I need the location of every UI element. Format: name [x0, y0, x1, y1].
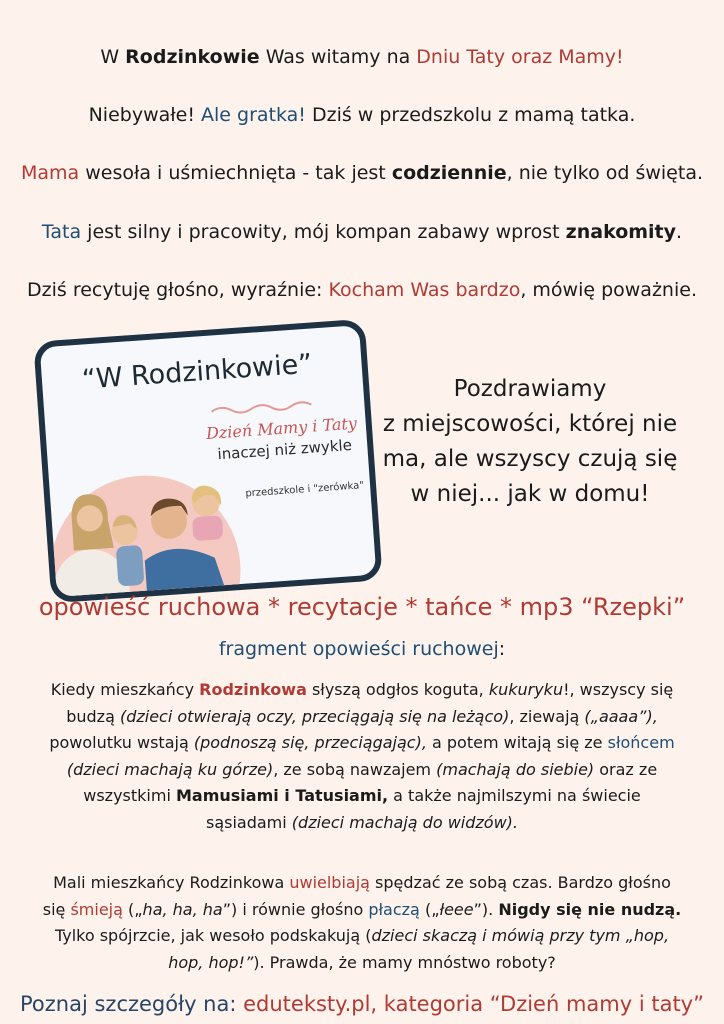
greeting-text	[360, 372, 700, 512]
text: , nie tylko od święta.	[506, 162, 703, 184]
text: powolutku wstają	[49, 733, 194, 752]
story-paragraph-1	[30, 677, 694, 836]
italic: (dzieci otwierają oczy, przeciągają się na leżąco)	[119, 706, 510, 726]
greeting-line: ma, ale wszyscy czują się	[382, 446, 678, 472]
italic: (machają do siebie)	[436, 759, 595, 779]
italic: („aaaa”),	[584, 706, 658, 726]
text: ”).	[473, 899, 499, 919]
text: („	[419, 899, 440, 919]
italic: (dzieci machają ku górze)	[66, 759, 274, 779]
colon: :	[498, 638, 506, 660]
italic: kukuryku	[488, 680, 564, 699]
italic: (podnoszą się, przeciągając),	[193, 733, 427, 752]
emphasis: codziennie	[391, 162, 507, 184]
greeting-line: w niej... jak w domu!	[410, 481, 650, 507]
highlight: Kocham Was bardzo	[328, 279, 521, 301]
intro-line-3	[0, 162, 724, 184]
emphasis: Mamusiami i Tatusiami,	[175, 786, 389, 805]
text: , mówię poważnie.	[520, 279, 697, 301]
text: a potem witają się ze	[426, 733, 608, 752]
text: jest silny i pracowity, mój kompan zabawy wprost	[81, 221, 566, 243]
family-photo	[33, 443, 257, 603]
text: („	[122, 899, 143, 919]
highlight: Tata	[41, 221, 82, 243]
text: budzą	[66, 706, 120, 726]
text: się	[42, 899, 71, 919]
event-card-image	[33, 319, 382, 604]
text: Kiedy mieszkańcy	[50, 680, 200, 699]
card-caption: przedszkole i "zerówka"	[245, 480, 365, 500]
text: Tylko spójrzcie, jak wesoło podskakują (	[54, 926, 372, 945]
activities-banner: opowieść ruchowa * recytacje * tańce * mp3 “Rzepki”	[38, 593, 686, 621]
italic: hop, hop!”	[168, 952, 254, 972]
text: W	[100, 46, 126, 68]
text: !, wszyscy się	[563, 680, 674, 699]
text: wesoła i uśmiechnięta - tak jest	[79, 162, 392, 184]
highlight: uwielbiają	[289, 873, 370, 892]
highlight: Mama	[20, 162, 80, 184]
text: Niebywałe!	[88, 104, 202, 126]
text: słyszą odgłos koguta,	[306, 680, 489, 699]
text: a także najmilszymi na świecie	[388, 786, 641, 805]
highlight: Dniu Taty oraz Mamy!	[416, 46, 624, 68]
card-title: “W Rodzinkowie”	[80, 348, 314, 396]
card-subtitle: Dzień Mamy i Taty	[205, 413, 358, 444]
footer-label: Poznaj szczegóły na:	[20, 992, 244, 1016]
highlight: Ale gratka!	[201, 104, 306, 126]
fragment-title: fragment opowieści ruchowej	[218, 638, 499, 660]
greeting-line: z miejscowości, której nie	[382, 411, 678, 437]
text: ”) i równie głośno	[222, 899, 369, 919]
text: Dziś recytuję głośno, wyraźnie:	[27, 279, 329, 301]
footer-details	[0, 992, 724, 1016]
italic: dzieci skaczą i mówią przy tym „hop,	[371, 926, 670, 945]
text: sąsiadami	[205, 812, 292, 832]
intro-line-5	[0, 279, 724, 301]
intro-line-2	[0, 104, 724, 126]
highlight: śmieją	[70, 899, 123, 919]
emphasis: Rodzinkowie	[125, 46, 260, 68]
italic: łeee	[439, 899, 474, 919]
story-paragraph-2	[30, 870, 694, 976]
squiggle-decoration	[209, 396, 320, 418]
emphasis: Nigdy się nie nudzą.	[498, 899, 682, 919]
footer-link[interactable]: eduteksty.pl, kategoria “Dzień mamy i taty”	[243, 992, 704, 1016]
text: Dziś w przedszkolu z mamą tatka.	[305, 104, 636, 126]
emphasis: Rodzinkowa	[199, 680, 307, 699]
text: , ze sobą nawzajem	[273, 759, 437, 779]
emphasis: znakomity	[565, 221, 677, 243]
text: Was witamy na	[259, 46, 417, 68]
italic: (dzieci machają do widzów).	[291, 812, 518, 832]
greeting-line: Pozdrawiamy	[453, 376, 607, 402]
text: , ziewają	[509, 706, 585, 726]
intro-line-4	[0, 221, 724, 243]
fragment-heading	[0, 638, 724, 660]
text: ). Prawda, że mamy mnóstwo roboty?	[253, 952, 556, 972]
text: .	[676, 221, 683, 243]
intro-line-1	[0, 46, 724, 68]
card-tagline: inaczej niż zwykle	[216, 435, 353, 464]
highlight: słońcem	[607, 733, 675, 752]
text: spędzać ze sobą czas. Bardzo głośno	[369, 873, 671, 892]
text: Mali mieszkańcy Rodzinkowa	[53, 873, 290, 892]
highlight: płaczą	[368, 899, 420, 919]
italic: ha, ha, ha	[142, 899, 223, 919]
text: oraz ze	[594, 759, 658, 779]
text: wszystkimi	[83, 786, 176, 805]
